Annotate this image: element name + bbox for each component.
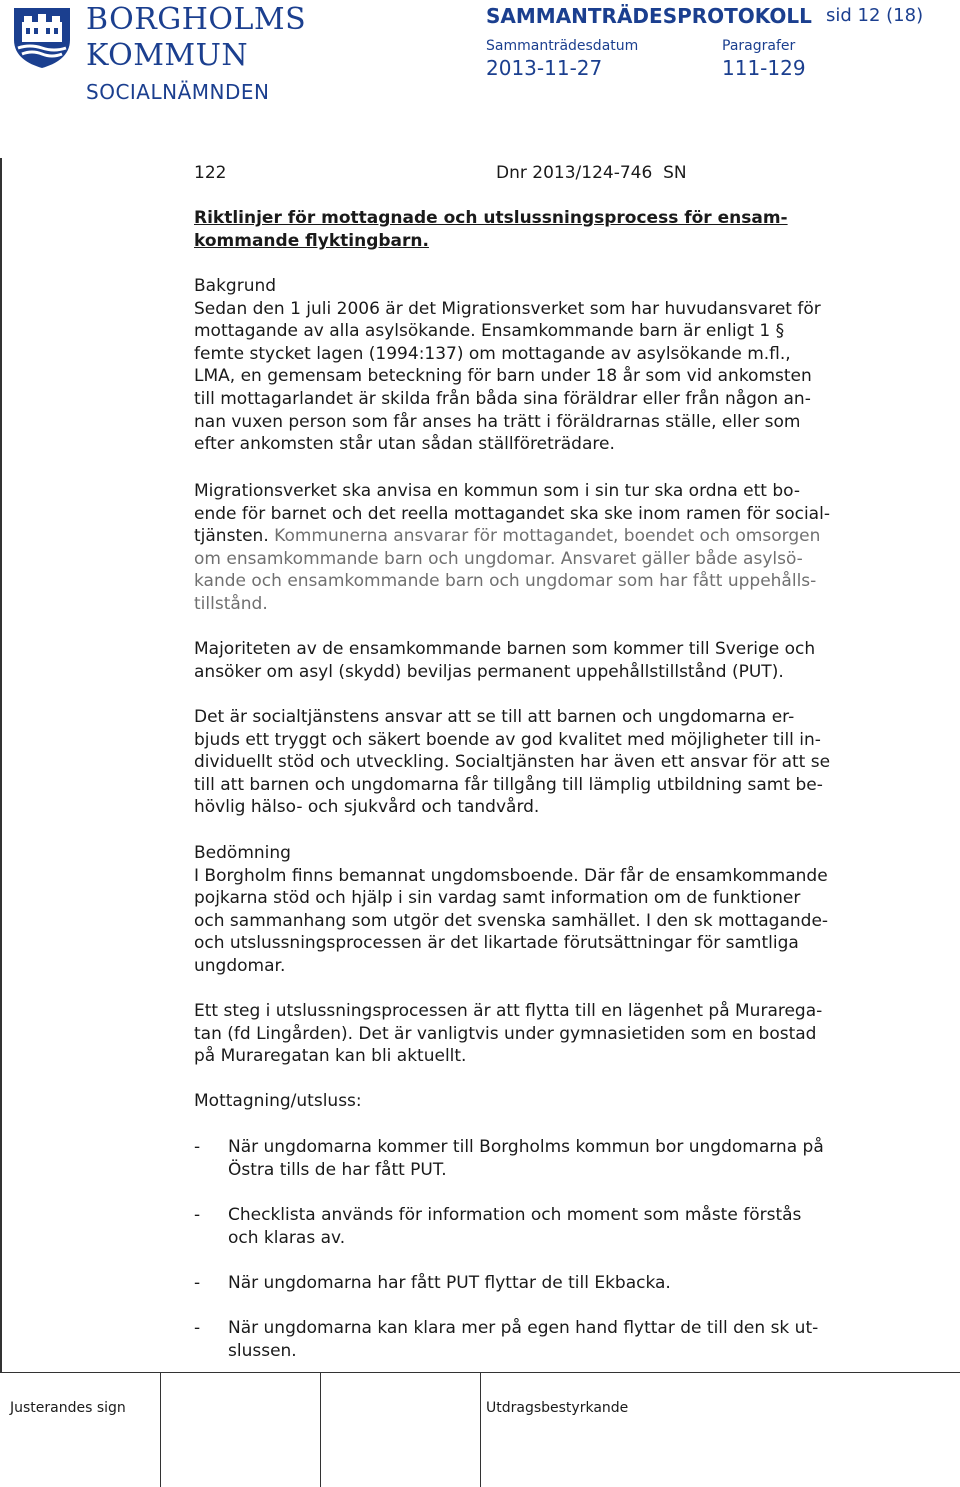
paragraph-line: Migrationsverket ska anvisa en kommun som i sin tur ska ordna ett bo- xyxy=(194,481,800,501)
page-number: sid 12 (18) xyxy=(826,5,924,26)
paragraph-line: Majoriteten av de ensamkommande barnen som kommer till Sverige och xyxy=(194,639,816,659)
paragraph-line: efter ankomsten står utan sådan ställföreträdare. xyxy=(194,434,615,455)
section-heading: Bedömning xyxy=(194,843,291,863)
section-bedomning xyxy=(194,842,910,978)
paragraph-utslussning xyxy=(194,1000,910,1068)
paragraph-line-gray: tillstånd. xyxy=(194,593,268,614)
left-margin-line xyxy=(0,158,2,1372)
paragraph-line: och sammanhang som utgör det svenska samhället. I den sk mottagande- xyxy=(194,910,829,931)
paragraph-line: femte stycket lagen (1994:137) om mottagande av asylsökande m.fl., xyxy=(194,343,791,364)
meeting-date-label: Sammanträdesdatum xyxy=(486,38,639,54)
paragraph-line: mottagande av alla asylsökande. Ensamkommande barn är enligt 1 § xyxy=(194,321,785,342)
justerandes-sign-label: Justerandes sign xyxy=(10,1400,126,1416)
department-name: SOCIALNÄMNDEN xyxy=(86,80,270,104)
paragraph-socialtjansten xyxy=(194,706,910,819)
paragraph-line: I Borgholm finns bemannat ungdomsboende. Där får de ensamkommande xyxy=(194,865,828,886)
document-title: SAMMANTRÄDESPROTOKOLL xyxy=(486,4,812,28)
paragraph-line xyxy=(194,525,910,548)
paragraph-line-gray: om ensamkommande barn och ungdomar. Ansvaret gäller både asylsö- xyxy=(194,548,803,569)
paragraph-segment: tjänsten. xyxy=(194,526,269,547)
paragraph-line: pojkarna stöd och hjälp i sin vardag samt information om de funktioner xyxy=(194,888,801,909)
paragraph-line: LMA, en gemensam beteckning för barn under 18 år som vid ankomsten xyxy=(194,366,812,387)
list-dash: - xyxy=(194,1273,201,1293)
sign-cell xyxy=(0,1372,161,1487)
list-dash: - xyxy=(194,1137,201,1157)
paragraph-line: på Muraregatan kan bli aktuellt. xyxy=(194,1046,467,1067)
list-item-line: När ungdomarna har fått PUT flyttar de till Ekbacka. xyxy=(228,1273,671,1293)
list-dash: - xyxy=(194,1318,201,1338)
case-number: 122 xyxy=(194,163,227,183)
paragraph-line: och utslussningsprocessen är det likartade förutsättningar för samtliga xyxy=(194,933,799,954)
paragraph-line: Sedan den 1 juli 2006 är det Migrationsverket som har huvudansvaret för xyxy=(194,298,821,319)
paragraph-migrationsverket xyxy=(194,480,910,616)
paragraph-line: ungdomar. xyxy=(194,955,286,976)
section-heading: Bakgrund xyxy=(194,276,277,296)
section-bakgrund xyxy=(194,275,910,456)
case-title-line: kommande flyktingbarn. xyxy=(194,230,429,251)
sign-cell xyxy=(320,1372,481,1487)
list-item-line: Checklista används för information och moment som måste förstås xyxy=(228,1205,802,1225)
list-item-line: Östra tills de har fått PUT. xyxy=(228,1159,447,1180)
list-item-line: och klaras av. xyxy=(228,1227,346,1248)
utdragsbestyrkande-label: Utdragsbestyrkande xyxy=(486,1400,629,1416)
case-title-line: Riktlinjer för mottagnade och utslussningsprocess för ensam- xyxy=(194,208,788,228)
paragraph-line: Det är socialtjänstens ansvar att se till att barnen och ungdomarna er- xyxy=(194,707,795,727)
paragraph-majoriteten xyxy=(194,638,910,683)
municipality-crest-icon xyxy=(10,4,74,70)
meeting-date-value: 2013-11-27 xyxy=(486,56,603,80)
paragraph-line: Ett steg i utslussningsprocessen är att flytta till en lägenhet på Muraregа- xyxy=(194,1001,823,1021)
sign-cell xyxy=(160,1372,321,1487)
brand-name-line1: BORGHOLMS xyxy=(86,2,307,37)
paragraph-line: nan vuxen person som får anses ha trätt i föräldrarnas ställe, eller som xyxy=(194,411,801,432)
paragraph-line: tan (fd Lingården). Det är vanligtvis under gymnasietiden som en bostad xyxy=(194,1023,817,1044)
brand-name-line2: KOMMUN xyxy=(86,38,249,73)
list-item-line: När ungdomarna kan klara mer på egen hand flyttar de till den sk ut- xyxy=(228,1318,819,1338)
paragraph-line: ende för barnet och det reella mottagandet ska ske inom ramen för social- xyxy=(194,503,830,524)
paragraph-line: ansöker om asyl (skydd) beviljas permanent uppehållstillstånd (PUT). xyxy=(194,661,784,682)
paragraph-line: dividuellt stöd och utveckling. Socialtjänsten har även ett ansvar för att se xyxy=(194,752,831,773)
paragraph-line: bjuds ett tryggt och säkert boende av god kvalitet med möjligheter till in- xyxy=(194,729,821,750)
list-item-line: När ungdomarna kommer till Borgholms kommun bor ungdomarna på xyxy=(228,1137,824,1157)
case-title xyxy=(194,207,910,252)
list-item-line: slussen. xyxy=(228,1340,297,1361)
case-dnr: Dnr 2013/124-746 SN xyxy=(496,163,687,183)
paragraph-line: till mottagarlandet är skilda från båda sina föräldrar eller från någon an- xyxy=(194,388,811,409)
list-dash: - xyxy=(194,1205,201,1225)
paragraph-line: hövlig hälso- och sjukvård och tandvård. xyxy=(194,797,540,818)
paragraphs-value: 111-129 xyxy=(722,56,806,80)
paragraph-segment-gray: Kommunerna ansvarar för mottagandet, boendet och omsorgen xyxy=(274,526,821,547)
paragraph-line-gray: kande och ensamkommande barn och ungdomar som har fått uppehålls- xyxy=(194,571,817,592)
signature-footer xyxy=(0,1372,960,1487)
section-mottagning xyxy=(194,1090,910,1113)
paragraph-line: till att barnen och ungdomarna får tillgång till lämplig utbildning samt be- xyxy=(194,774,823,795)
paragraphs-label: Paragrafer xyxy=(722,38,796,54)
section-heading: Mottagning/utsluss: xyxy=(194,1091,362,1111)
